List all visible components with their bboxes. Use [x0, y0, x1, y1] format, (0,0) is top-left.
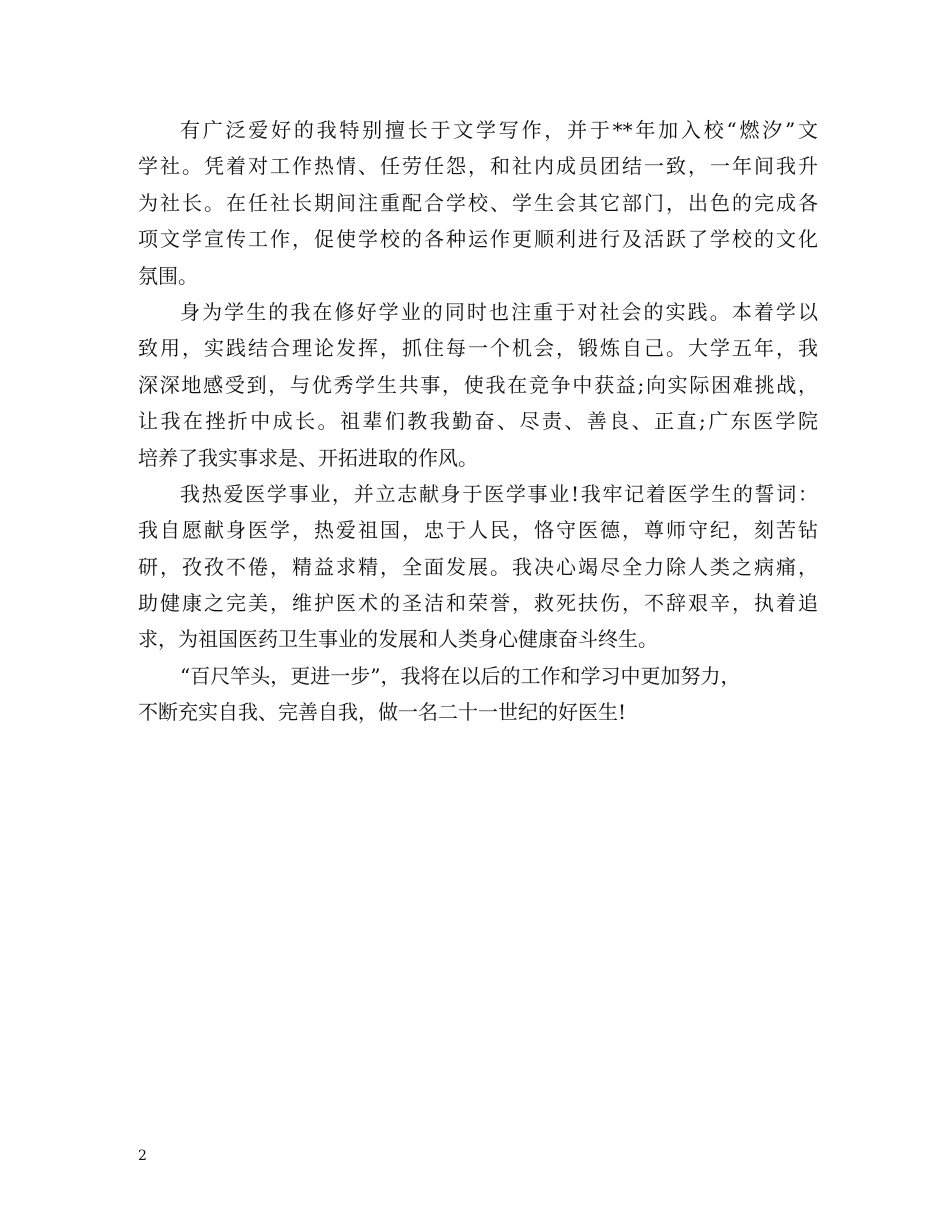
paragraph-line: 深深地感受到，与优秀学生共事，使我在竞争中获益;向实际困难挑战，	[138, 372, 818, 397]
body-text	[138, 112, 818, 731]
paragraph-line: 不断充实自我、完善自我，做一名二十一世纪的好医生!	[138, 700, 627, 725]
page-number: 2	[138, 1148, 147, 1164]
paragraph-line: 研，孜孜不倦，精益求精，全面发展。我决心竭尽全力除人类之病痛，	[138, 554, 818, 579]
paragraph-line: 氛围。	[138, 263, 198, 288]
paragraph-1	[138, 112, 818, 294]
paragraph-line: 学社。凭着对工作热情、任劳任怨，和社内成员团结一致，一年间我升	[138, 154, 818, 179]
paragraph-line: “百尺竿头，更进一步”，我将在以后的工作和学习中更加努力，	[180, 663, 741, 688]
paragraph-3	[138, 476, 818, 658]
paragraph-line: 为社长。在任社长期间注重配合学校、学生会其它部门，出色的完成各	[138, 190, 818, 215]
paragraph-line: 培养了我实事求是、开拓进取的作风。	[138, 445, 478, 470]
paragraph-line: 致用，实践结合理论发挥，抓住每一个机会，锻炼自己。大学五年，我	[138, 336, 818, 361]
paragraph-line: 我自愿献身医学，热爱祖国，忠于人民，恪守医德，尊师守纪，刻苦钻	[138, 518, 818, 543]
paragraph-2	[138, 294, 818, 476]
paragraph-line: 项文学宣传工作，促使学校的各种运作更顺利进行及活跃了学校的文化	[138, 227, 818, 252]
paragraph-line: 我热爱医学事业，并立志献身于医学事业!我牢记着医学生的誓词：	[180, 481, 818, 506]
paragraph-line: 有广泛爱好的我特别擅长于文学写作，并于**年加入校“燃汐”文	[180, 118, 818, 142]
paragraph-4	[138, 658, 818, 731]
paragraph-line: 身为学生的我在修好学业的同时也注重于对社会的实践。本着学以	[180, 299, 818, 324]
paragraph-line: 助健康之完美，维护医术的圣洁和荣誉，救死扶伤，不辞艰辛，执着追	[138, 591, 818, 616]
paragraph-line: 让我在挫折中成长。祖辈们教我勤奋、尽责、善良、正直;广东医学院	[138, 409, 818, 434]
paragraph-line: 求，为祖国医药卫生事业的发展和人类身心健康奋斗终生。	[138, 627, 658, 652]
